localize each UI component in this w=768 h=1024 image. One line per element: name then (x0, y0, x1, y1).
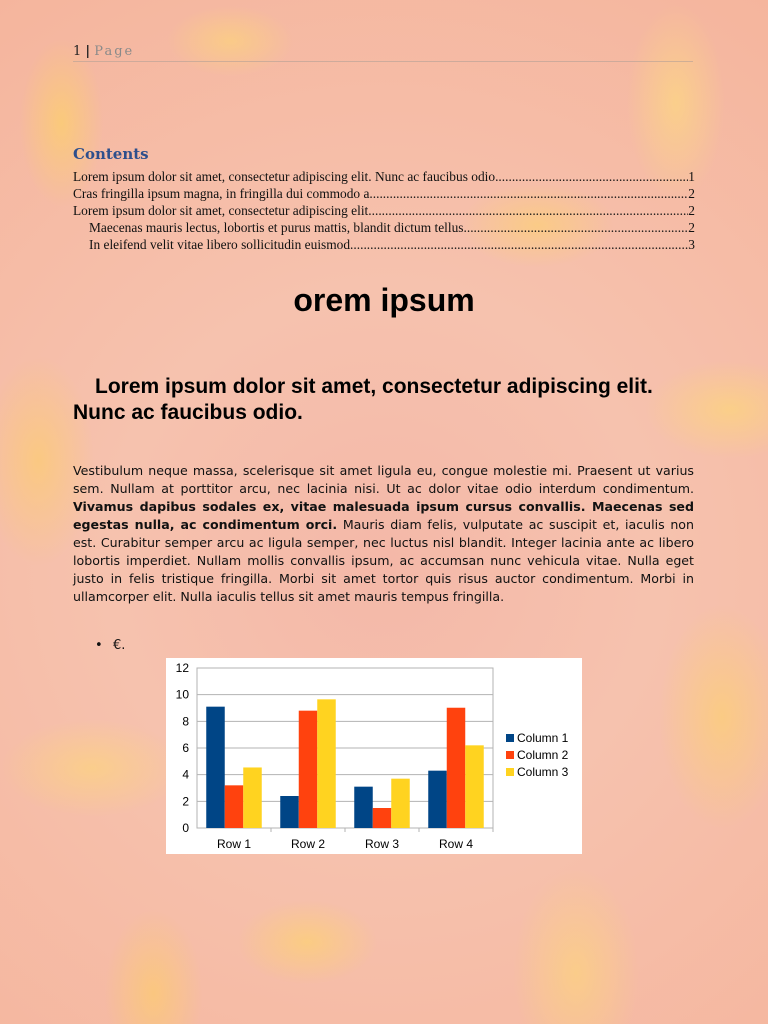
bar-column-1 (428, 771, 447, 828)
toc-leader-dots (498, 168, 688, 185)
toc-entry-page: 1 (688, 169, 695, 184)
document-title: orem ipsum (293, 282, 475, 318)
legend-swatch (506, 751, 514, 759)
bar-column-3 (465, 745, 484, 828)
toc-entry-page: 2 (688, 186, 695, 201)
bar-column-2 (225, 785, 244, 828)
toc-entry-text: In eleifend velit vitae libero sollicitudin euismod. (89, 237, 354, 252)
legend-label: Column 3 (517, 765, 569, 779)
y-tick-label: 12 (175, 661, 189, 675)
toc-entry-text: Maecenas mauris lectus, lobortis et purus mattis, blandit dictum tellus. (89, 220, 467, 235)
section-heading: Lorem ipsum dolor sit amet, consectetur adipiscing elit. Nunc ac faucibus odio. (73, 375, 653, 424)
table-of-contents (73, 168, 695, 253)
y-tick-label: 6 (182, 741, 189, 755)
toc-leader-dots (372, 202, 689, 219)
bar-column-3 (391, 779, 410, 828)
body-text-part: Mauris diam felis, vulputate ac suscipit et, iaculis non est. Curabitur semper arcu ac ligula semper, nec luctus nisl blandit. Integer lacinia ante ac libero lobortis imperdiet. Nullam mollis convallis ipsum, ac accumsan nunc vehicula vitae. Nulla eget justo in felis tristique fringilla. Morbi sit amet tortor quis risus auctor condimentum. Morbi in ullamcorper elit. Nulla iaculis tellus sit amet mauris tempus fringilla. (73, 517, 694, 604)
toc-leader-dots (373, 185, 689, 202)
header-separator: | (85, 44, 91, 59)
toc-leader-dots (353, 236, 688, 253)
y-tick-label: 10 (175, 687, 189, 702)
toc-entry-text: Cras fringilla ipsum magna, in fringilla dui commodo a. (73, 186, 373, 201)
legend-swatch (506, 768, 514, 776)
body-paragraph (73, 462, 694, 606)
bar-column-3 (317, 699, 336, 828)
bar-column-1 (206, 707, 225, 828)
bullet-text: €. (113, 638, 126, 653)
y-tick-label: 4 (182, 767, 189, 782)
y-tick-label: 2 (182, 794, 189, 809)
legend-label: Column 1 (517, 731, 569, 745)
page-number: 1 (73, 44, 82, 59)
chart-svg (166, 658, 582, 854)
toc-entry-text: Lorem ipsum dolor sit amet, consectetur adipiscing elit. Nunc ac faucibus odio. (73, 169, 499, 184)
bar-column-2 (373, 808, 392, 828)
toc-entry[interactable] (73, 236, 695, 253)
y-tick-label: 0 (182, 821, 189, 835)
y-tick-label: 8 (182, 714, 189, 729)
toc-entry-text: Lorem ipsum dolor sit amet, consectetur adipiscing elit. (73, 203, 372, 218)
bullet-item (95, 638, 125, 653)
toc-entry[interactable] (73, 168, 695, 185)
x-tick-label: Row 1 (216, 837, 252, 851)
toc-entry[interactable] (73, 202, 695, 219)
x-tick-label: Row 4 (438, 837, 474, 851)
toc-entry[interactable] (73, 219, 695, 236)
bullet-marker: • (95, 638, 103, 653)
page-label: Page (94, 44, 135, 59)
legend-swatch (506, 734, 514, 742)
x-tick-label: Row 2 (290, 837, 326, 851)
toc-entry-page: 2 (688, 203, 695, 218)
toc-entry[interactable] (73, 185, 695, 202)
bar-column-2 (447, 708, 466, 828)
toc-entry-page: 3 (688, 237, 695, 252)
x-tick-label: Row 3 (364, 837, 400, 851)
toc-leader-dots (467, 219, 688, 236)
bar-column-1 (280, 796, 299, 828)
legend-label: Column 2 (517, 748, 569, 762)
contents-heading: Contents (73, 145, 149, 163)
page-header (73, 44, 693, 62)
bar-column-2 (299, 711, 318, 828)
body-text-part: Vestibulum neque massa, scelerisque sit amet ligula eu, congue molestie mi. Praesent ut varius sem. Nullam at porttitor arcu, nec lacinia nisi. Ut ac dolor vitae odio interdum condimentum. (73, 463, 694, 496)
toc-entry-page: 2 (688, 220, 695, 235)
bar-column-3 (243, 767, 262, 828)
body-text-bold: Vivamus dapibus sodales ex, vitae malesuada ipsum cursus convallis. Maecenas sed egestas nulla, ac condimentum orci. (73, 499, 694, 532)
bar-column-1 (354, 787, 373, 828)
bar-chart (166, 658, 582, 854)
